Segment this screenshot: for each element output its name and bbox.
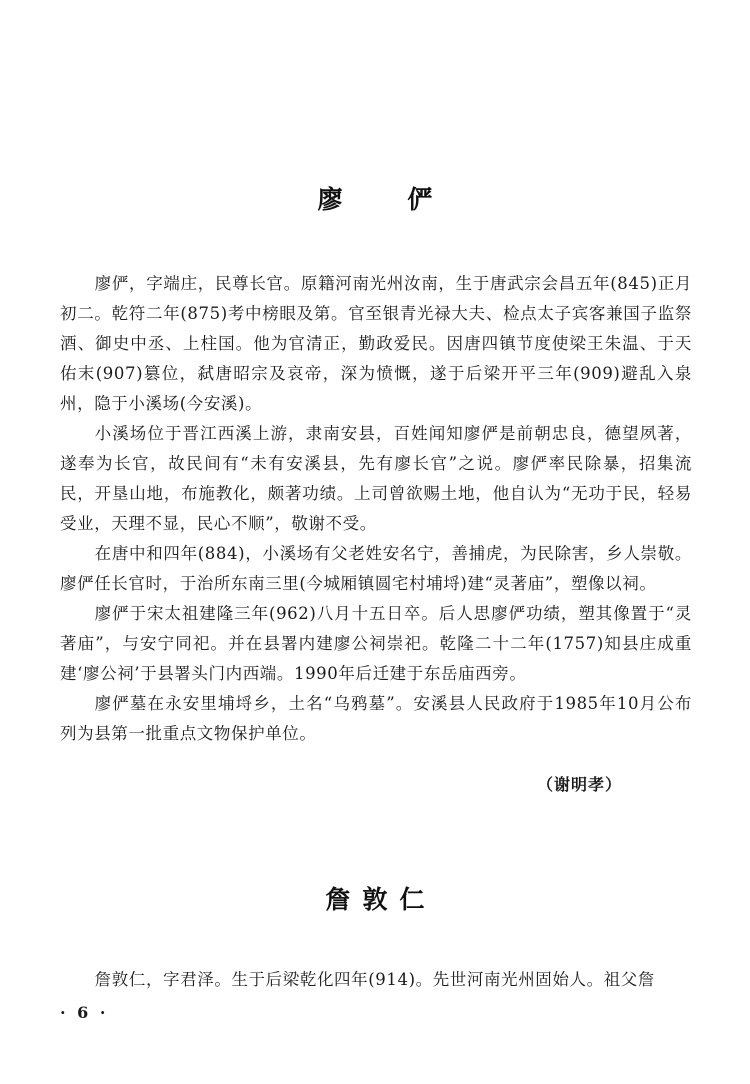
paragraph: 詹敦仁，字君泽。生于后梁乾化四年(914)。先世河南光州固始人。祖父詹 — [94, 970, 656, 989]
paragraph: 廖俨墓在永安里埔埒乡，土名“乌鸦墓”。安溪县人民政府于1985年10月公布列为县第一批重点文物保护单位。 — [60, 694, 692, 743]
paragraph: 在唐中和四年(884)，小溪场有父老姓安名宁，善捕虎，为民除害，乡人崇敬。廖俨任长官时，于治所东南三里(今城厢镇圆宅村埔埒)建“灵著庙”，塑像以祠。 — [60, 544, 692, 593]
author-credit: （谢明孝） — [536, 775, 622, 794]
entry-title: 詹敦仁 — [325, 885, 437, 914]
paragraph: 廖俨于宋太祖建隆三年(962)八月十五日卒。后人思廖俨功绩，塑其像置于“灵著庙”，与安宁同祀。并在县署内建廖公祠崇祀。乾隆二十二年(1757)知县庄成重建‘廖公祠’于县署头门内西端。1990年后迁建于东岳庙西旁。 — [60, 604, 692, 683]
paragraph: 廖俨，字端庄，民尊长官。原籍河南光州汝南，生于唐武宗会昌五年(845)正月初二。乾符二年(875)考中榜眼及第。官至银青光禄大夫、检点太子宾客兼国子监祭酒、御史中丞、上柱国。他为官清正，勤政爱民。因唐四镇节度使梁王朱温、于天佑末(907)篡位，弑唐昭宗及哀帝，深为愤慨，遂于后梁开平三年(909)避乱入泉州，隐于小溪场(今安溪)。 — [60, 274, 692, 413]
paragraph: 小溪场位于晋江西溪上游，隶南安县，百姓闻知廖俨是前朝忠良，德望夙著，遂奉为长官，故民间有“未有安溪县，先有廖长官”之说。廖俨率民除暴，招集流民，开垦山地，布施教化，颇著功绩。上司曾欲赐土地，他自认为“无功于民，轻易受业，天理不显，民心不顺”，敬谢不受。 — [60, 424, 692, 533]
page-number: · 6 · — [60, 1003, 109, 1022]
entry-body — [60, 269, 692, 749]
entry-title: 廖 俨 — [317, 185, 461, 214]
entry-body — [60, 965, 692, 995]
